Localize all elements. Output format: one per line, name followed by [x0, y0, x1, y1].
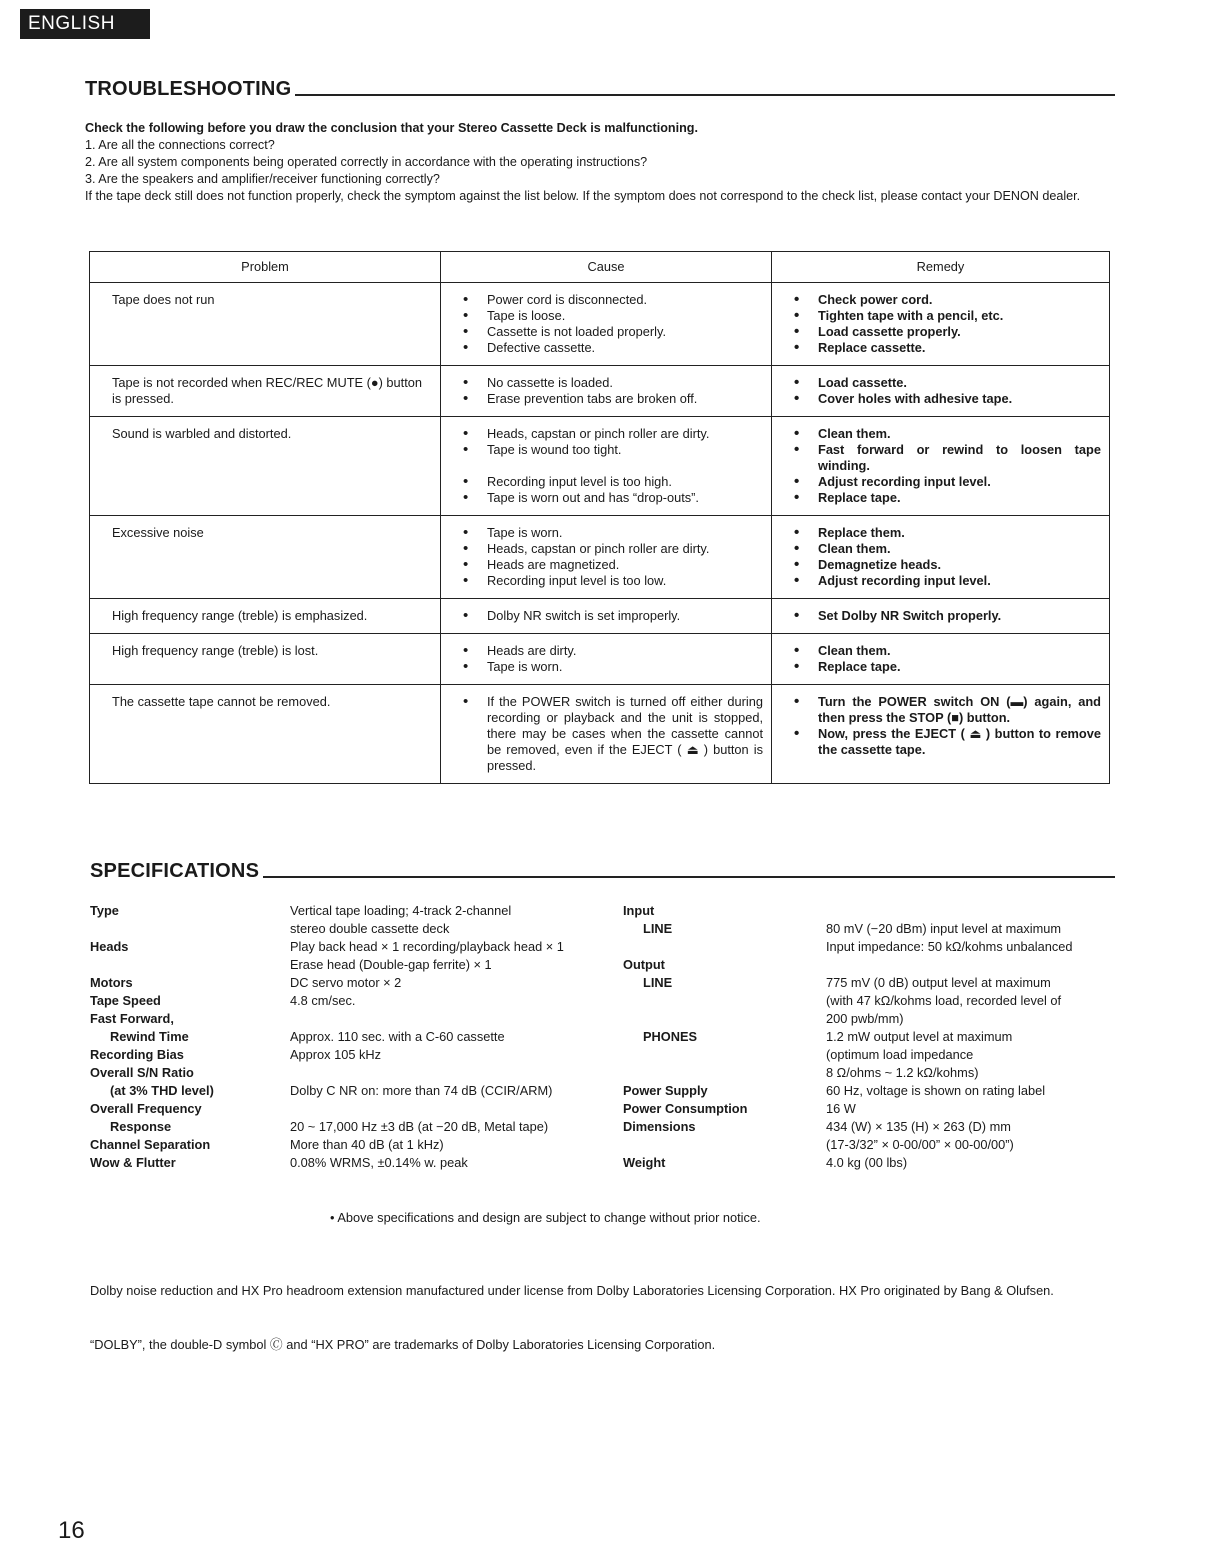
spec-value: Input impedance: 50 kΩ/kohms unbalanced	[826, 939, 1073, 954]
spec-value: 20 ~ 17,000 Hz ±3 dB (at −20 dB, Metal tape)	[290, 1119, 549, 1134]
table-row	[90, 685, 1110, 784]
spec-label	[90, 920, 290, 938]
spec-label: Wow & Flutter	[90, 1155, 176, 1170]
spec-label: PHONES	[643, 1029, 698, 1044]
spec-value: 4.0 kg (00 lbs)	[826, 1155, 908, 1170]
cause-item: • Heads are magnetized.	[463, 557, 763, 573]
remedy-item: • Adjust recording input level.	[794, 573, 1101, 589]
remedy-item: • Demagnetize heads.	[794, 557, 1101, 573]
table-row	[90, 599, 1110, 634]
heading-rule	[263, 876, 1115, 878]
spec-label: Motors	[90, 975, 133, 990]
check-item: 2. Are all system components being operated correctly in accordance with the operating instructions?	[85, 155, 648, 169]
remedy-item: • Clean them.	[794, 643, 1101, 659]
spec-label: Type	[90, 903, 119, 918]
cause-cell	[441, 417, 772, 516]
remedy-item: • Load cassette.	[794, 375, 1101, 391]
spec-value: DC servo motor × 2	[290, 975, 402, 990]
column-header-remedy: Remedy	[772, 252, 1110, 283]
spec-row	[623, 1064, 1072, 1082]
problem-cell: Tape is not recorded when REC/REC MUTE (●) button is pressed.	[90, 366, 441, 417]
spec-list-left	[90, 902, 564, 1172]
cause-item: • Defective cassette.	[463, 340, 763, 356]
specifications-title: SPECIFICATIONS	[90, 860, 260, 882]
spec-row	[90, 1082, 564, 1100]
remedy-item: • Set Dolby NR Switch properly.	[794, 608, 1101, 624]
spec-change-note: • Above specifications and design are subject to change without prior notice.	[330, 1210, 761, 1225]
spec-value: Dolby C NR on: more than 74 dB (CCIR/ARM)	[290, 1083, 553, 1098]
spec-row	[90, 1136, 564, 1154]
problem-cell: High frequency range (treble) is emphasized.	[90, 599, 441, 634]
language-tab: ENGLISH	[20, 9, 150, 39]
cause-item: • Heads, capstan or pinch roller are dirty.	[463, 426, 763, 442]
spec-row	[90, 956, 564, 974]
spec-row	[90, 992, 564, 1010]
spec-value: Approx. 110 sec. with a C-60 cassette	[290, 1029, 505, 1044]
spec-row	[623, 920, 1072, 938]
spec-value: stereo double cassette deck	[290, 921, 450, 936]
spec-row	[90, 1064, 564, 1082]
spec-label	[623, 938, 826, 956]
spec-row	[623, 974, 1072, 992]
spec-row	[623, 902, 1072, 920]
remedy-item: • Tighten tape with a pencil, etc.	[794, 308, 1101, 324]
cause-item: • Erase prevention tabs are broken off.	[463, 391, 763, 407]
remedy-item: • Cover holes with adhesive tape.	[794, 391, 1101, 407]
spec-label: Weight	[623, 1155, 666, 1170]
remedy-item: • Clean them.	[794, 426, 1101, 442]
spec-value: (17-3/32” × 0-00/00” × 00-00/00”)	[826, 1137, 1014, 1152]
remedy-cell	[772, 366, 1110, 417]
spec-row	[90, 1118, 564, 1136]
spec-value: Approx 105 kHz	[290, 1047, 382, 1062]
cause-item: • Dolby NR switch is set improperly.	[463, 608, 763, 624]
problem-cell: High frequency range (treble) is lost.	[90, 634, 441, 685]
spec-label: Overall Frequency	[90, 1101, 202, 1116]
spec-value: (with 47 kΩ/kohms load, recorded level of	[826, 993, 1062, 1008]
spec-row	[623, 1118, 1072, 1136]
problem-cell: Sound is warbled and distorted.	[90, 417, 441, 516]
spec-row	[623, 956, 1072, 974]
remedy-item: • Clean them.	[794, 541, 1101, 557]
intro-followup: If the tape deck still does not function properly, check the symptom against the list below. If the symptom does not correspond to the check list, please contact your DENON dealer.	[85, 189, 1081, 203]
remedy-item: • Fast forward or rewind to loosen tape winding.	[794, 442, 1101, 474]
spec-label: Heads	[90, 939, 129, 954]
problem-cell: The cassette tape cannot be removed.	[90, 685, 441, 784]
spec-row	[623, 1100, 1072, 1118]
spec-row	[623, 1154, 1072, 1172]
cause-item: • Recording input level is too high.	[463, 474, 763, 490]
cause-cell	[441, 366, 772, 417]
problem-cell: Excessive noise	[90, 516, 441, 599]
trademark-note: “DOLBY”, the double-D symbol 🄫 and “HX PRO” are trademarks of Dolby Laboratories Licensing Corporation.	[90, 1337, 716, 1352]
table-header-row	[90, 252, 1110, 283]
cause-item: • Tape is worn out and has “drop-outs”.	[463, 490, 763, 506]
cause-item: • Tape is worn.	[463, 659, 763, 675]
troubleshooting-heading	[85, 78, 1115, 101]
spec-row	[623, 938, 1072, 956]
spec-label: Response	[110, 1119, 172, 1134]
check-item: 3. Are the speakers and amplifier/receiver functioning correctly?	[85, 172, 440, 186]
remedy-item: • Replace cassette.	[794, 340, 1101, 356]
cause-item: • Power cord is disconnected.	[463, 292, 763, 308]
cause-cell	[441, 634, 772, 685]
troubleshooting-table	[89, 251, 1110, 784]
spec-row	[90, 920, 564, 938]
remedy-cell	[772, 685, 1110, 784]
cause-cell	[441, 599, 772, 634]
spec-value: Vertical tape loading; 4-track 2-channel	[290, 903, 512, 918]
table-row	[90, 283, 1110, 366]
heading-rule	[295, 94, 1115, 96]
remedy-item: • Adjust recording input level.	[794, 474, 1101, 490]
remedy-item: • Replace them.	[794, 525, 1101, 541]
spec-value: 434 (W) × 135 (H) × 263 (D) mm	[826, 1119, 1011, 1134]
remedy-item: • Replace tape.	[794, 490, 1101, 506]
spec-value: 16 W	[826, 1101, 856, 1116]
spec-label: Power Consumption	[623, 1101, 748, 1116]
spec-label: Power Supply	[623, 1083, 708, 1098]
spec-value: 80 mV (−20 dBm) input level at maximum	[826, 921, 1062, 936]
spec-row	[623, 1082, 1072, 1100]
spec-row	[90, 1028, 564, 1046]
spec-list-right	[623, 902, 1072, 1172]
spec-row	[623, 1136, 1072, 1154]
spec-label: Dimensions	[623, 1119, 696, 1134]
troubleshooting-title: TROUBLESHOOTING	[85, 78, 292, 100]
remedy-cell	[772, 634, 1110, 685]
spec-value: Erase head (Double-gap ferrite) × 1	[290, 957, 492, 972]
troubleshooting-intro	[85, 120, 1115, 205]
cause-cell	[441, 685, 772, 784]
spec-label: Output	[623, 957, 665, 972]
spec-label: Channel Separation	[90, 1137, 211, 1152]
spec-value: 4.8 cm/sec.	[290, 993, 356, 1008]
cause-item: • Heads are dirty.	[463, 643, 763, 659]
cause-item: • If the POWER switch is turned off either during recording or playback and the unit is stopped, there may be cases when the cassette cannot be removed, even if the EJECT ( ⏏ ) button is pressed.	[463, 694, 763, 774]
spec-label	[623, 1064, 826, 1082]
spec-value: More than 40 dB (at 1 kHz)	[290, 1137, 444, 1152]
spec-value: 1.2 mW output level at maximum	[826, 1029, 1013, 1044]
spec-row	[90, 974, 564, 992]
table-row	[90, 366, 1110, 417]
remedy-cell	[772, 417, 1110, 516]
cause-cell	[441, 283, 772, 366]
spec-label: Recording Bias	[90, 1047, 184, 1062]
table-row	[90, 634, 1110, 685]
spec-label: (at 3% THD level)	[110, 1083, 214, 1098]
spec-row	[90, 902, 564, 920]
spec-row	[90, 1046, 564, 1064]
cause-item: • Heads, capstan or pinch roller are dirty.	[463, 541, 763, 557]
spec-value: 8 Ω/ohms ~ 1.2 kΩ/kohms)	[826, 1065, 979, 1080]
remedy-item: • Check power cord.	[794, 292, 1101, 308]
spec-label: LINE	[643, 975, 673, 990]
spec-value: Play back head × 1 recording/playback head × 1	[290, 939, 564, 954]
license-note: Dolby noise reduction and HX Pro headroom extension manufactured under license from Dolby Laboratories Licensing Corporation. HX Pro originated by Bang & Olufsen.	[90, 1283, 1054, 1298]
table-row	[90, 516, 1110, 599]
cause-item: • No cassette is loaded.	[463, 375, 763, 391]
cause-item: • Tape is wound too tight.	[463, 442, 763, 458]
page-number: 16	[58, 1517, 85, 1544]
remedy-item: • Now, press the EJECT ( ⏏ ) button to remove the cassette tape.	[794, 726, 1101, 758]
spec-value: 0.08% WRMS, ±0.14% w. peak	[290, 1155, 468, 1170]
remedy-item: • Load cassette properly.	[794, 324, 1101, 340]
remedy-item: • Replace tape.	[794, 659, 1101, 675]
remedy-cell	[772, 283, 1110, 366]
spec-label	[623, 992, 826, 1010]
table-row	[90, 417, 1110, 516]
column-header-cause: Cause	[441, 252, 772, 283]
spec-label: Input	[623, 903, 655, 918]
spec-label	[90, 956, 290, 974]
spec-value: (optimum load impedance	[826, 1047, 974, 1062]
spec-label	[623, 1046, 826, 1064]
spec-row	[623, 1010, 1072, 1028]
remedy-cell	[772, 516, 1110, 599]
spec-value: 60 Hz, voltage is shown on rating label	[826, 1083, 1046, 1098]
remedy-item: • Turn the POWER switch ON (▬) again, and then press the STOP (■) button.	[794, 694, 1101, 726]
spec-label: Fast Forward,	[90, 1011, 174, 1026]
spec-label: LINE	[643, 921, 673, 936]
remedy-cell	[772, 599, 1110, 634]
cause-item: • Cassette is not loaded properly.	[463, 324, 763, 340]
spec-value: 200 pwb/mm)	[826, 1011, 904, 1026]
cause-item: • Tape is loose.	[463, 308, 763, 324]
spec-value: 775 mV (0 dB) output level at maximum	[826, 975, 1051, 990]
spec-label: Overall S/N Ratio	[90, 1065, 194, 1080]
problem-cell: Tape does not run	[90, 283, 441, 366]
check-item: 1. Are all the connections correct?	[85, 138, 275, 152]
cause-item: • Recording input level is too low.	[463, 573, 763, 589]
spec-label: Rewind Time	[110, 1029, 189, 1044]
spec-row	[90, 1100, 564, 1118]
spec-row	[90, 1010, 564, 1028]
intro-lead: Check the following before you draw the conclusion that your Stereo Cassette Deck is malfunctioning.	[85, 121, 698, 135]
spec-label	[623, 1010, 826, 1028]
spec-row	[90, 1154, 564, 1172]
spec-row	[90, 938, 564, 956]
cause-cell	[441, 516, 772, 599]
cause-item: • Tape is worn.	[463, 525, 763, 541]
spec-row	[623, 1046, 1072, 1064]
spec-row	[623, 992, 1072, 1010]
spec-label	[623, 1136, 826, 1154]
column-header-problem: Problem	[90, 252, 441, 283]
specifications-heading	[90, 860, 1115, 883]
spec-label: Tape Speed	[90, 993, 161, 1008]
spec-row	[623, 1028, 1072, 1046]
